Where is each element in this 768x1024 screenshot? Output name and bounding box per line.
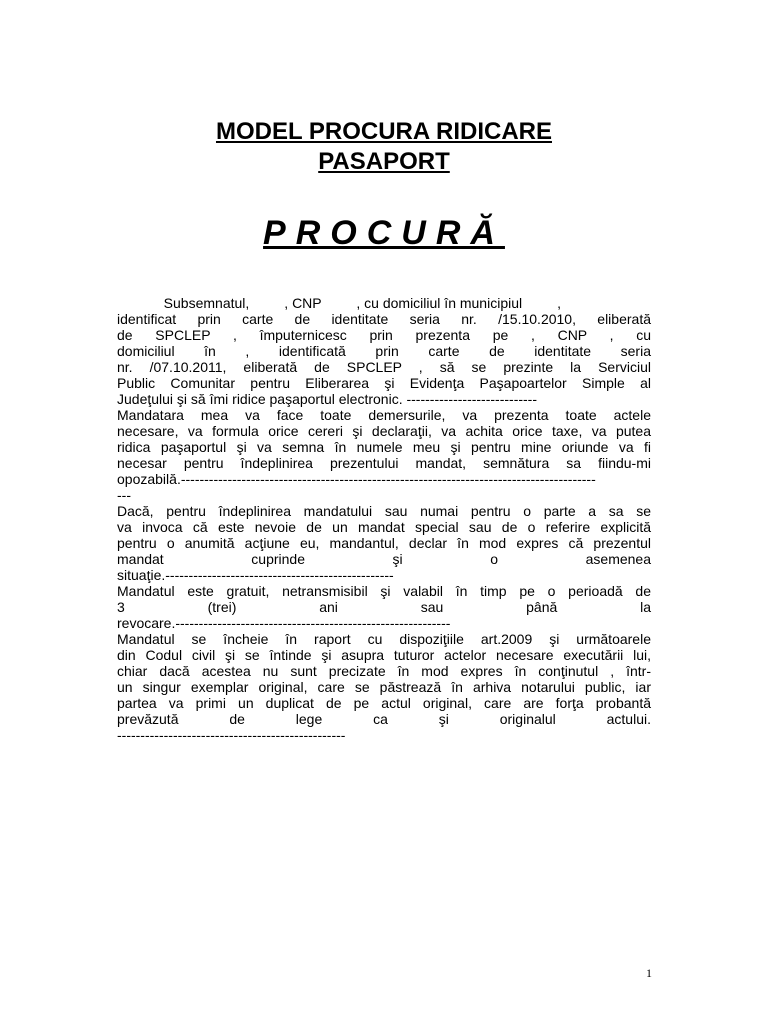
body-line: Subsemnatul, , CNP , cu domiciliul în municipiul ,: [117, 295, 562, 311]
body-line: prevăzută de lege ca şi originalul actului.: [117, 711, 651, 727]
body-line: un singur exemplar original, care se păstrează în arhiva notarului public, iar: [117, 679, 651, 695]
body-line: revocare.-----------------------------------------------------------: [117, 615, 451, 631]
title-line-1: MODEL PROCURA RIDICARE: [215, 118, 552, 145]
body-line: ---: [117, 487, 131, 503]
body-line: ridica paşaportul şi va semna în numele meu şi pentru mine oriunde va fi: [117, 439, 651, 455]
procura-heading: PROCURĂ: [263, 214, 505, 252]
body-line: identificat prin carte de identitate seria nr. /15.10.2010, eliberată: [117, 311, 651, 327]
body-line: de SPCLEP , împuternicesc prin prezenta pe , CNP , cu: [117, 327, 651, 343]
body-line: din Codul civil şi se întinde şi asupra tuturor actelor necesare executării lui,: [117, 647, 651, 663]
title-line-2: PASAPORT: [318, 148, 450, 175]
body-line: 3 (trei) ani sau până la: [117, 599, 651, 615]
body-line: Mandatul se încheie în raport cu dispoziţiile art.2009 şi următoarele: [117, 631, 651, 647]
body-line: pentru o anumită acţiune eu, mandantul, declar în mod expres că prezentul: [117, 535, 651, 551]
body-line: domiciliul în , identificată prin carte de identitate seria: [117, 343, 651, 359]
body-line: mandat cuprinde şi o asemenea: [117, 551, 651, 567]
body-line: -------------------------------------------------: [117, 727, 346, 743]
body-line: nr. /07.10.2011, eliberată de SPCLEP , să se prezinte la Serviciul: [117, 359, 651, 375]
body-line: va invoca că este nevoie de un mandat special sau de o referire explicită: [117, 519, 651, 535]
document-title: [117, 117, 651, 177]
body-line: Judeţului şi să îmi ridice paşaportul electronic. ----------------------------: [117, 391, 538, 407]
body-line: Mandatul este gratuit, netransmisibil şi valabil în timp pe o perioadă de: [117, 583, 651, 599]
body-line: Public Comunitar pentru Eliberarea şi Evidenţa Paşapoartelor Simple al: [117, 375, 651, 391]
body-line: partea va primi un duplicat de pe actul original, care are forţa probantă: [117, 695, 651, 711]
body-line: necesar pentru îndeplinirea prezentului mandat, semnătura sa fiindu-mi: [117, 455, 651, 471]
body-line: Dacă, pentru îndeplinirea mandatului sau numai pentru o parte a sa se: [117, 503, 651, 519]
body-line: chiar dacă acestea nu sunt precizate în mod expres în conţinutul , într-: [117, 663, 651, 679]
body-line: situaţie.-------------------------------------------------: [117, 567, 394, 583]
body-line: opozabilă.-----------------------------------------------------------------------------------------: [117, 471, 596, 487]
page-number: 1: [646, 966, 652, 980]
document-body: [117, 295, 651, 743]
body-line: necesare, va formula orice cereri şi declaraţii, va achita orice taxe, va putea: [117, 423, 651, 439]
body-line: Mandatara mea va face toate demersurile, va prezenta toate actele: [117, 407, 651, 423]
